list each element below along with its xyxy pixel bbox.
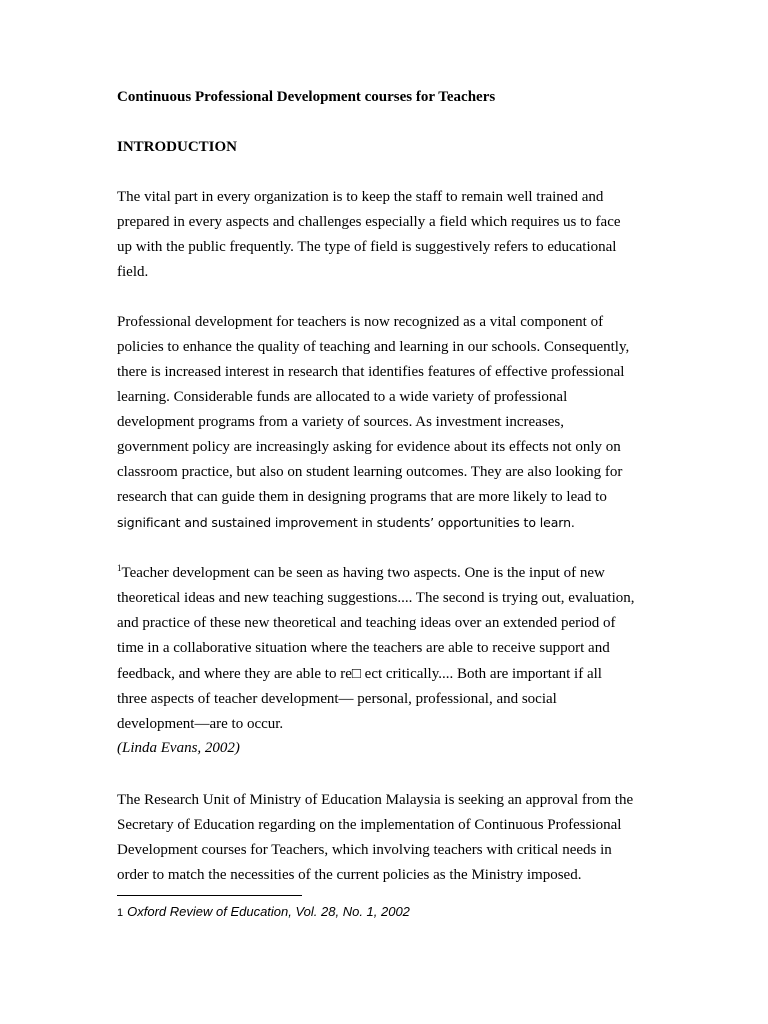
paragraph-line: there is increased interest in research that identifies features of effective professional xyxy=(117,364,625,380)
paragraph-line: government policy are increasingly asking for evidence about its effects not only on xyxy=(117,439,621,455)
footnote xyxy=(117,904,410,921)
footnote-reference: 1 xyxy=(117,563,122,573)
paragraph-line: Secretary of Education regarding on the implementation of Continuous Professional xyxy=(117,817,622,833)
footnote-text: Oxford Review of Education, Vol. 28, No. 1, 2002 xyxy=(127,904,410,919)
footnote-number: 1 xyxy=(117,907,124,919)
paragraph-line: policies to enhance the quality of teaching and learning in our schools. Consequently, xyxy=(117,339,630,355)
paragraph-line: Professional development for teachers is now recognized as a vital component of xyxy=(117,314,604,330)
quote-line: three aspects of teacher development— personal, professional, and social xyxy=(117,691,557,707)
paragraph-line: Development courses for Teachers, which involving teachers with critical needs in xyxy=(117,842,612,858)
section-heading: INTRODUCTION xyxy=(117,139,238,155)
quote-line: time in a collaborative situation where the teachers are able to receive support and xyxy=(117,640,610,656)
quote-line: development—are to occur. xyxy=(117,716,284,732)
quote-line: Teacher development can be seen as having two aspects. One is the input of new xyxy=(121,565,605,581)
quote-line: feedback, and where they are able to re□ ect critically.... Both are important if all xyxy=(117,666,602,682)
paragraph-line: up with the public frequently. The type of field is suggestively refers to educational xyxy=(117,239,617,255)
paragraph-line: learning. Considerable funds are allocated to a wide variety of professional xyxy=(117,389,568,405)
quote-citation: (Linda Evans, 2002) xyxy=(117,740,240,756)
paragraph-line: research that can guide them in designing programs that are more likely to lead to xyxy=(117,489,607,505)
quote-line: and practice of these new theoretical and teaching ideas over an extended period of xyxy=(117,615,616,631)
quote-line-first xyxy=(117,564,605,582)
footnote-divider xyxy=(117,895,302,896)
paragraph-line: significant and sustained improvement in students’ opportunities to learn. xyxy=(117,515,575,530)
paragraph-line: field. xyxy=(117,264,149,280)
paragraph-line: prepared in every aspects and challenges especially a field which requires us to face xyxy=(117,214,621,230)
paragraph-line: The vital part in every organization is to keep the staff to remain well trained and xyxy=(117,189,604,205)
paragraph-line: The Research Unit of Ministry of Education Malaysia is seeking an approval from the xyxy=(117,792,634,808)
paragraph-line: development programs from a variety of sources. As investment increases, xyxy=(117,414,564,430)
document-title: Continuous Professional Development courses for Teachers xyxy=(117,89,496,105)
paragraph-line: classroom practice, but also on student learning outcomes. They are also looking for xyxy=(117,464,623,480)
quote-line: theoretical ideas and new teaching suggestions.... The second is trying out, evaluation, xyxy=(117,590,635,606)
paragraph-line: order to match the necessities of the current policies as the Ministry imposed. xyxy=(117,867,582,883)
